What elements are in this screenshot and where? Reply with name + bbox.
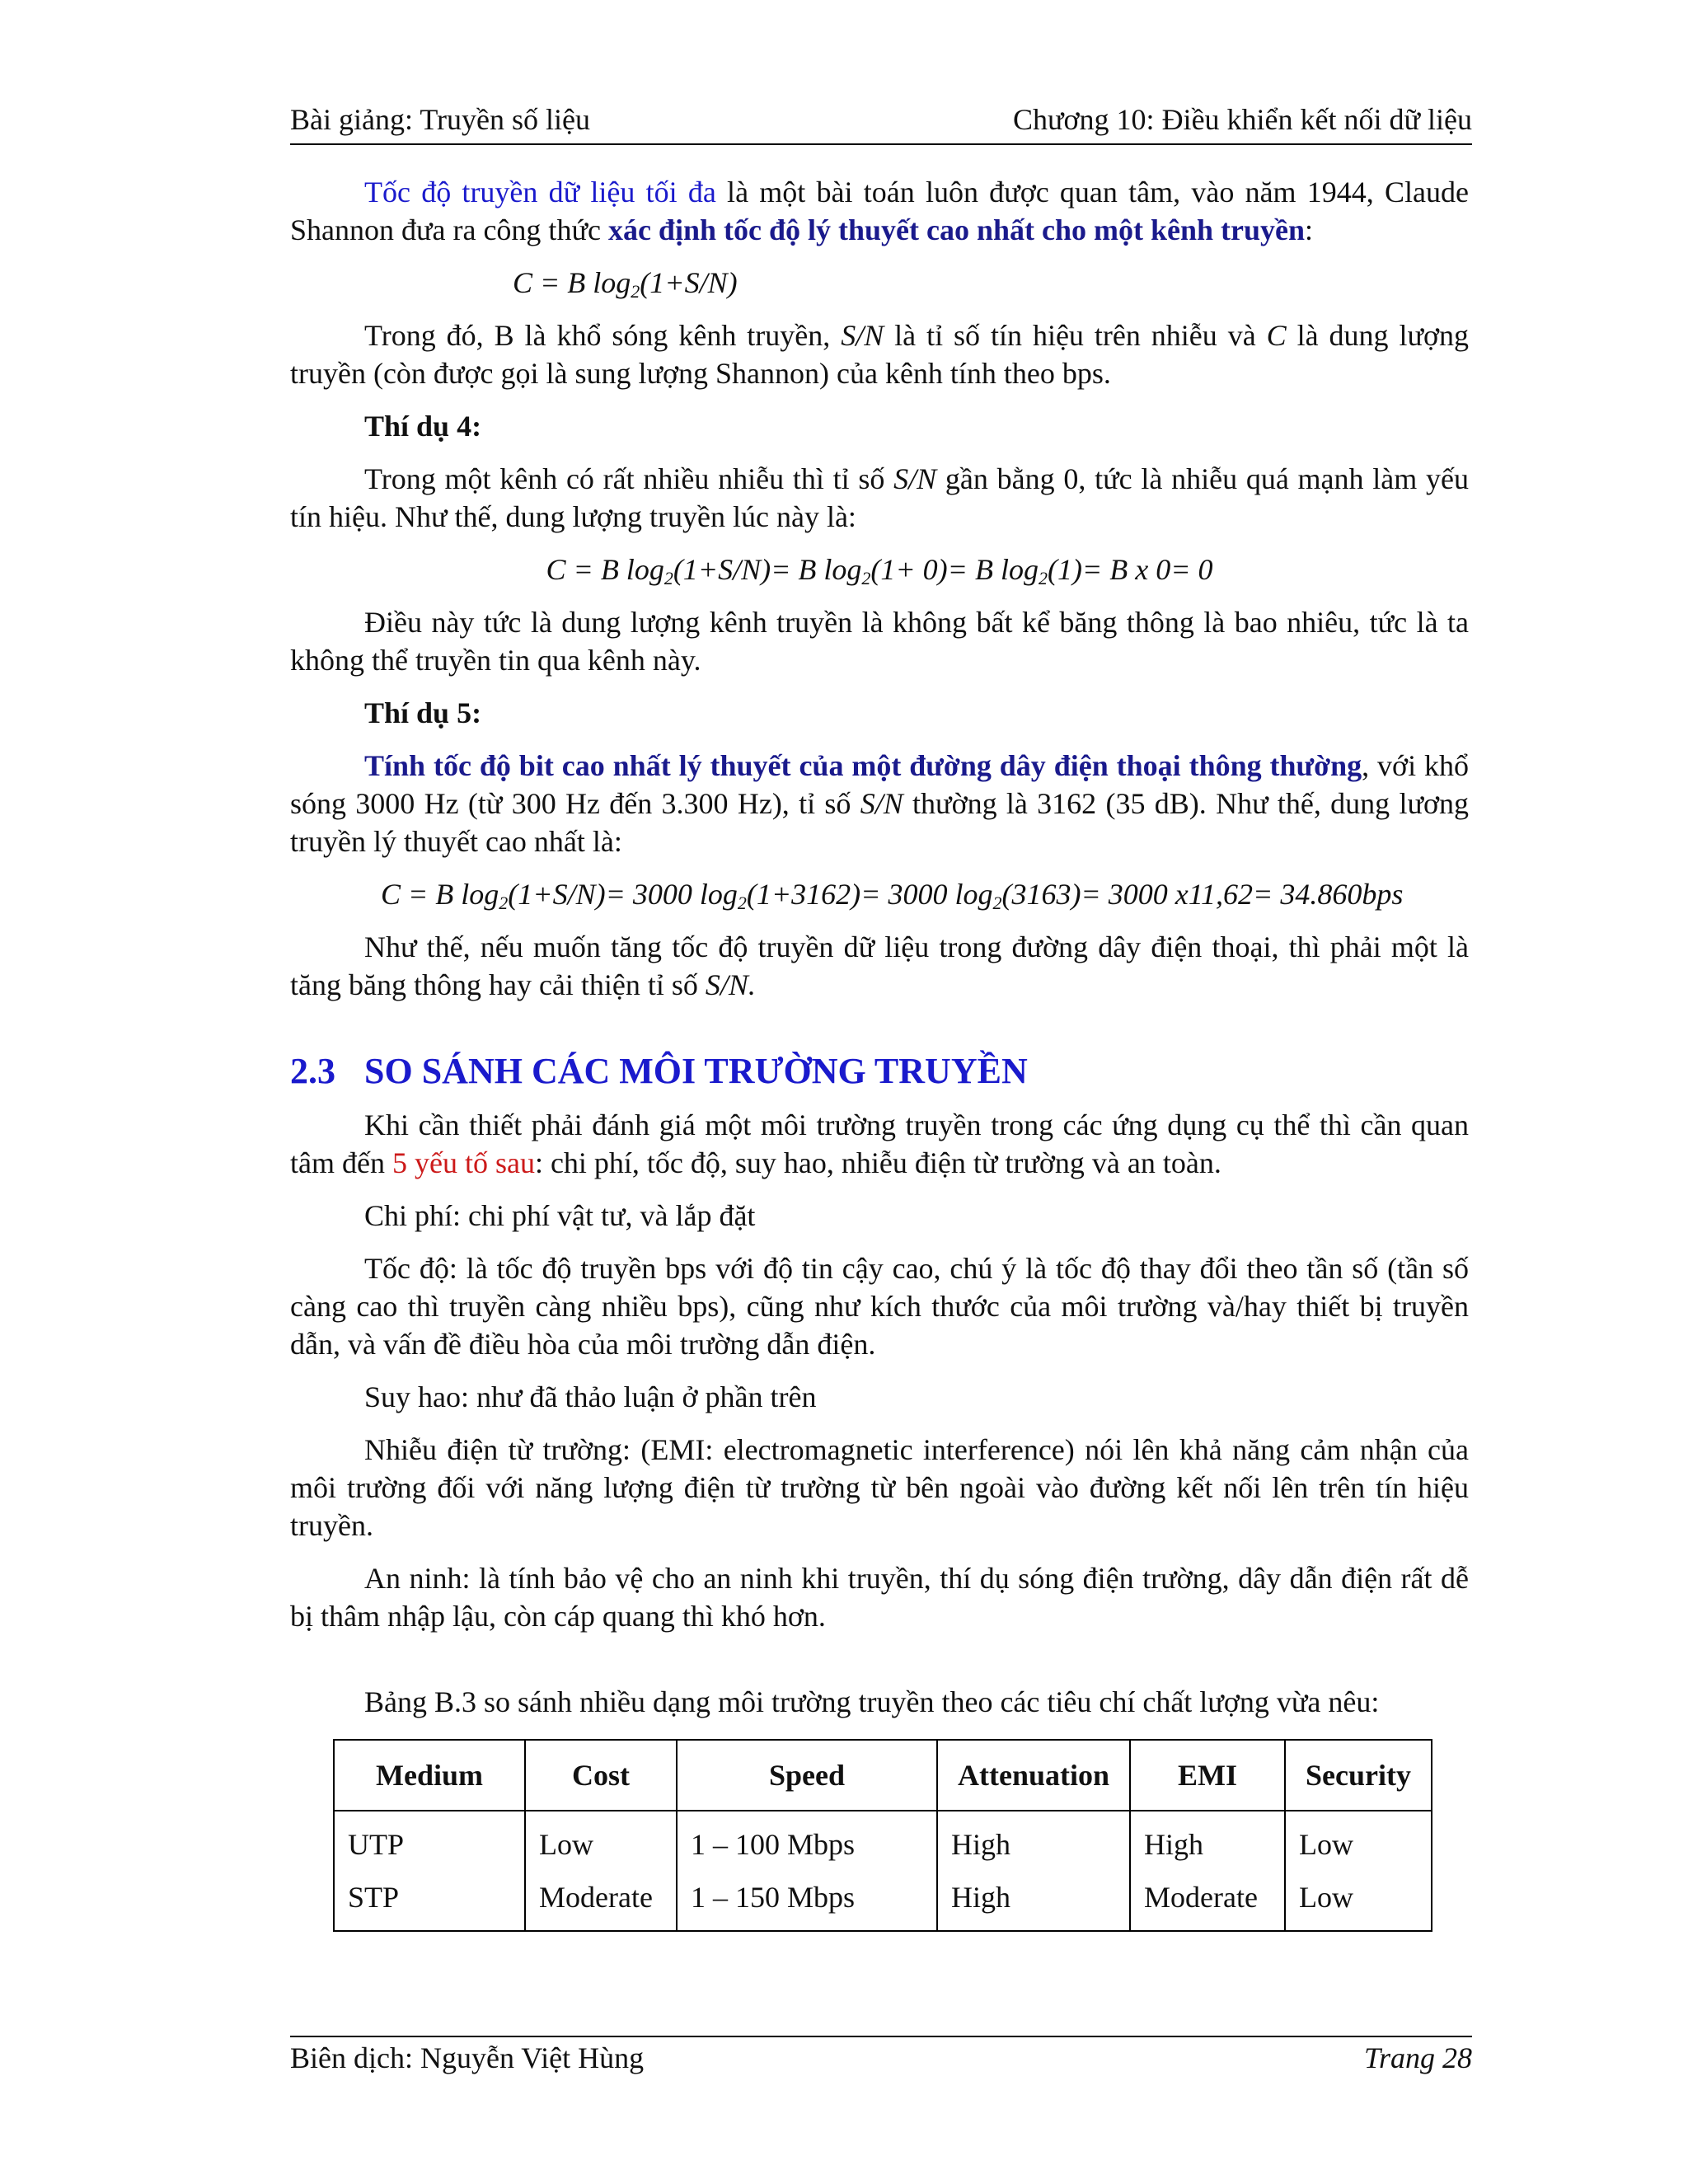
formula-subscript: 2 [737,893,747,913]
italic-term: S/N. [705,968,756,1001]
text-run: Khi cần thiết phải đánh giá một môi trường truyền trong các ứng dụng cụ thể thì cần quan tâm đến [290,1108,1469,1179]
cell-value: STP [348,1881,400,1914]
section-heading [290,1048,1469,1094]
paragraph-speed: Tốc độ: là tốc độ truyền bps với độ tin cậy cao, chú ý là tốc độ thay đổi theo tần số (tần số càng cao thì truyền càng nhiều bps), cũng như kích thước của môi trường và/hay thiết bị truyền dẫn, và vấn đề điều hòa của môi trường dẫn điện. [290,1252,1469,1361]
table-cell-attenuation [937,1811,1130,1931]
bold-phrase: Tính tốc độ bit cao nhất lý thuyết của một đường dây điện thoại thông thường [364,749,1362,782]
highlight-max-rate: Tốc độ truyền dữ liệu tối đa [364,176,716,209]
cell-value: High [1144,1828,1203,1861]
cell-value: 1 – 100 Mbps [691,1828,856,1861]
footer-page-number: Trang 28 [1363,2041,1472,2074]
text-run: là tỉ số tín hiệu trên nhiễu và [884,319,1267,352]
text-run: là dung lượng truyền (còn được gọi là sung lượng Shannon) của kênh tính theo bps. [290,319,1470,390]
table-header-row [334,1740,1432,1811]
cell-value: High [951,1828,1010,1861]
text-run: : chi phí, tốc độ, suy hao, nhiễu điện từ trường và an toàn. [534,1146,1221,1179]
section-title: SO SÁNH CÁC MÔI TRƯỜNG TRUYỀN [364,1051,1028,1091]
cell-value: UTP [348,1828,405,1861]
table-cell-emi [1130,1811,1285,1931]
cell-value: Moderate [1144,1881,1258,1914]
formula-part: (1+3162)= 3000 log [746,878,993,911]
table-caption: Bảng B.3 so sánh nhiều dạng môi trường truyền theo các tiêu chí chất lượng vừa nêu: [364,1685,1380,1718]
table-cell-cost [525,1811,677,1931]
text-run: gần bằng 0, tức là nhiễu quá mạnh làm yếu tín hiệu. Như thế, dung lượng truyền lúc này là: [290,462,1469,533]
formula-part: C = B log [513,266,631,299]
formula-subscript: 2 [663,568,673,588]
formula-part: (1)= B x 0= 0 [1047,553,1213,586]
shannon-formula [290,264,1469,302]
italic-term: S/N [860,787,903,820]
paragraph-example-5 [290,747,1469,860]
table-cell-security [1285,1811,1432,1931]
formula-part: (1+S/N) [640,266,738,299]
formula-part: (1+S/N)= 3000 log [508,878,738,911]
text-run: Như thế, nếu muốn tăng tốc độ truyền dữ liệu trong đường dây điện thoại, thì phải một là tăng băng thông hay cải thiện tỉ số [290,930,1469,1001]
table-cell-medium [334,1811,525,1931]
cell-value: 1 – 150 Mbps [691,1881,856,1914]
formula-example-4 [290,551,1469,588]
text-run: Trong một kênh có rất nhiều nhiễu thì tỉ số [364,462,894,495]
formula-example-5 [290,875,1469,913]
example-5-title: Thí dụ 5: [364,696,482,729]
paragraph-cost: Chi phí: chi phí vật tư, và lắp đặt [364,1199,756,1232]
header-emi: EMI [1130,1740,1285,1811]
formula-part: C = B log [381,878,499,911]
cell-value: Low [1299,1828,1353,1861]
paragraph-five-factors [290,1106,1469,1182]
formula-subscript: 2 [499,893,509,913]
paragraph-emi: Nhiễu điện từ trường: (EMI: electromagnetic interference) nói lên khả năng cảm nhận của môi trường đối với năng lượng điện từ trường từ bên ngoài vào đường kết nối lên trên tín hiệu truyền. [290,1433,1469,1542]
paragraph-formula-explanation [290,316,1469,392]
text-run: Trong đó, B là khổ sóng kênh truyền, [364,319,842,352]
header-attenuation: Attenuation [937,1740,1130,1811]
page-content [290,173,1469,1932]
text-run: , với khổ sóng 3000 Hz (từ 300 Hz đến 3.300 Hz), tỉ số [290,749,1469,820]
header-right-text: Chương 10: Điều khiển kết nối dữ liệu [1013,103,1472,136]
formula-subscript: 2 [1038,568,1048,588]
cell-value: Low [1299,1881,1353,1914]
table-row [334,1811,1432,1931]
italic-term: C [1266,319,1287,352]
paragraph-attenuation: Suy hao: như đã thảo luận ở phần trên [364,1380,817,1413]
header-left-text: Bài giảng: Truyền số liệu [290,103,591,136]
cell-value: Low [539,1828,593,1861]
paragraph-shannon-intro [290,173,1469,249]
paragraph-zero-capacity: Điều này tức là dung lượng kênh truyền là không bất kể băng thông là bao nhiêu, tức là ta không thể truyền tin qua kênh này. [290,606,1469,677]
header-security: Security [1285,1740,1432,1811]
paragraph-conclusion [290,928,1469,1004]
formula-subscript: 2 [631,281,640,302]
formula-part: (3163)= 3000 x11,62= 34.860bps [1001,878,1404,911]
formula-subscript: 2 [992,893,1002,913]
paragraph-security: An ninh: là tính bảo vệ cho an ninh khi truyền, thí dụ sóng điện trường, dây dẫn điện rất dễ bị thâm nhập lậu, còn cáp quang thì khó hơn. [290,1562,1469,1633]
footer-translator: Biên dịch: Nguyễn Việt Hùng [290,2041,645,2074]
comparison-table [333,1739,1432,1932]
formula-part: (1+S/N)= B log [673,553,862,586]
cell-value: High [951,1881,1010,1914]
text-run: là một bài toán luôn được quan tâm, vào năm 1944, Claude Shannon đưa ra công thức [290,176,1469,246]
formula-part: (1+ 0)= B log [870,553,1039,586]
text-run: thường là 3162 (35 dB). Như thế, dung lương truyền lý thuyết cao nhất là: [290,787,1470,858]
red-phrase: 5 yếu tố sau [392,1146,535,1179]
example-4-title: Thí dụ 4: [364,410,482,443]
italic-term: S/N [893,462,937,495]
cell-value: Moderate [539,1881,653,1914]
formula-subscript: 2 [861,568,871,588]
header-cost: Cost [525,1740,677,1811]
bold-phrase: xác định tốc độ lý thuyết cao nhất cho một kênh truyền [607,213,1305,246]
formula-part: C = B log [546,553,664,586]
header-speed: Speed [677,1740,937,1811]
table-cell-speed [677,1811,937,1931]
page-footer [290,2036,1472,2087]
page-header [290,102,1472,145]
section-number: 2.3 [290,1051,335,1091]
italic-term: S/N [841,319,884,352]
header-medium: Medium [334,1740,525,1811]
text-run: : [1305,213,1314,246]
paragraph-example-4 [290,460,1469,536]
